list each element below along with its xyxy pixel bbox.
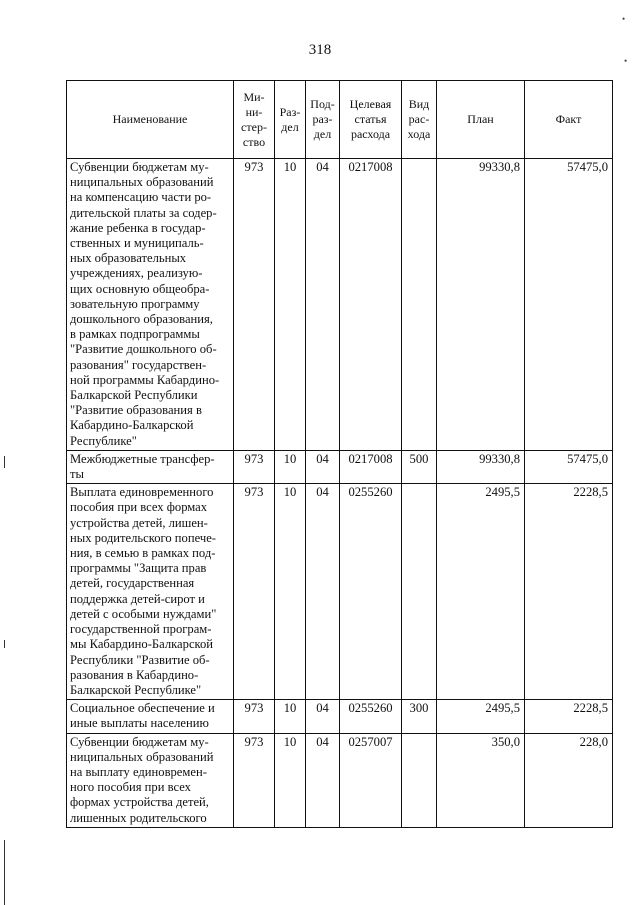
row-fact: 57475,0 [525, 159, 613, 451]
row-section: 10 [275, 159, 306, 451]
scan-mark: • [624, 56, 628, 66]
row-fact: 57475,0 [525, 450, 613, 483]
row-subsection: 04 [306, 484, 340, 700]
row-target: 0217008 [340, 159, 402, 451]
row-section: 10 [275, 484, 306, 700]
table-row [67, 484, 613, 700]
header-expense-type: Вид рас- хода [402, 81, 437, 159]
row-expense-type: 300 [402, 700, 437, 733]
row-plan: 2495,5 [437, 700, 525, 733]
row-fact: 228,0 [525, 733, 613, 827]
table-row [67, 450, 613, 483]
row-name: Субвенции бюджетам му- ниципальных образований на выплату единовремен- ного пособия при всех формах устройства детей, лишенных родительского [67, 733, 234, 827]
row-name: Социальное обеспечение и иные выплаты населению [67, 700, 234, 733]
row-plan: 99330,8 [437, 159, 525, 451]
scan-margin-line [4, 456, 5, 468]
budget-table [66, 80, 613, 828]
row-ministry: 973 [234, 700, 275, 733]
row-fact: 2228,5 [525, 700, 613, 733]
row-name: Выплата единовременного пособия при всех формах устройства детей, лишен- ных родительского попече- ния, в семью в рамках под- программы "Защита прав детей, государственная поддержка детей-сирот и детей с особыми нуждами" государственной програм- мы Кабардино-Балкарской Республики "Развитие об- разования в Кабардино- Балкарской Республике" [67, 484, 234, 700]
row-plan: 350,0 [437, 733, 525, 827]
scan-mark: • [622, 14, 626, 24]
row-expense-type [402, 159, 437, 451]
row-expense-type [402, 733, 437, 827]
row-section: 10 [275, 733, 306, 827]
row-target: 0217008 [340, 450, 402, 483]
row-target: 0255260 [340, 700, 402, 733]
row-plan: 2495,5 [437, 484, 525, 700]
page-number: 318 [308, 42, 332, 58]
table-row [67, 733, 613, 827]
header-target: Целевая статья расхода [340, 81, 402, 159]
scan-margin-line [4, 840, 5, 905]
header-plan: План [437, 81, 525, 159]
table-row [67, 159, 613, 451]
row-ministry: 973 [234, 159, 275, 451]
row-plan: 99330,8 [437, 450, 525, 483]
row-fact: 2228,5 [525, 484, 613, 700]
scan-margin-line [4, 640, 5, 648]
header-fact: Факт [525, 81, 613, 159]
header-name: Наименование [67, 81, 234, 159]
row-name: Субвенции бюджетам му- ниципальных образований на компенсацию части ро- дительской платы за содер- жание ребенка в государ- ственных и муниципаль- ных образовательных учреждениях, реализую- щих основную общеобра- зовательную программу дошкольного образования, в рамках подпрограммы "Развитие дошкольного об- разования" государствен- ной программы Кабардино- Балкарской Республики "Развитие образования в Кабардино-Балкарской Республике" [67, 159, 234, 451]
table-row [67, 700, 613, 733]
row-section: 10 [275, 700, 306, 733]
row-subsection: 04 [306, 700, 340, 733]
header-subsection: Под- раз- дел [306, 81, 340, 159]
row-section: 10 [275, 450, 306, 483]
header-section: Раз- дел [275, 81, 306, 159]
row-subsection: 04 [306, 159, 340, 451]
row-ministry: 973 [234, 450, 275, 483]
row-expense-type: 500 [402, 450, 437, 483]
table-header-row [67, 81, 613, 159]
row-expense-type [402, 484, 437, 700]
row-ministry: 973 [234, 733, 275, 827]
header-ministry: Ми- ни- стер- ство [234, 81, 275, 159]
row-name: Межбюджетные трансфер- ты [67, 450, 234, 483]
row-ministry: 973 [234, 484, 275, 700]
row-subsection: 04 [306, 450, 340, 483]
row-target: 0255260 [340, 484, 402, 700]
row-subsection: 04 [306, 733, 340, 827]
row-target: 0257007 [340, 733, 402, 827]
